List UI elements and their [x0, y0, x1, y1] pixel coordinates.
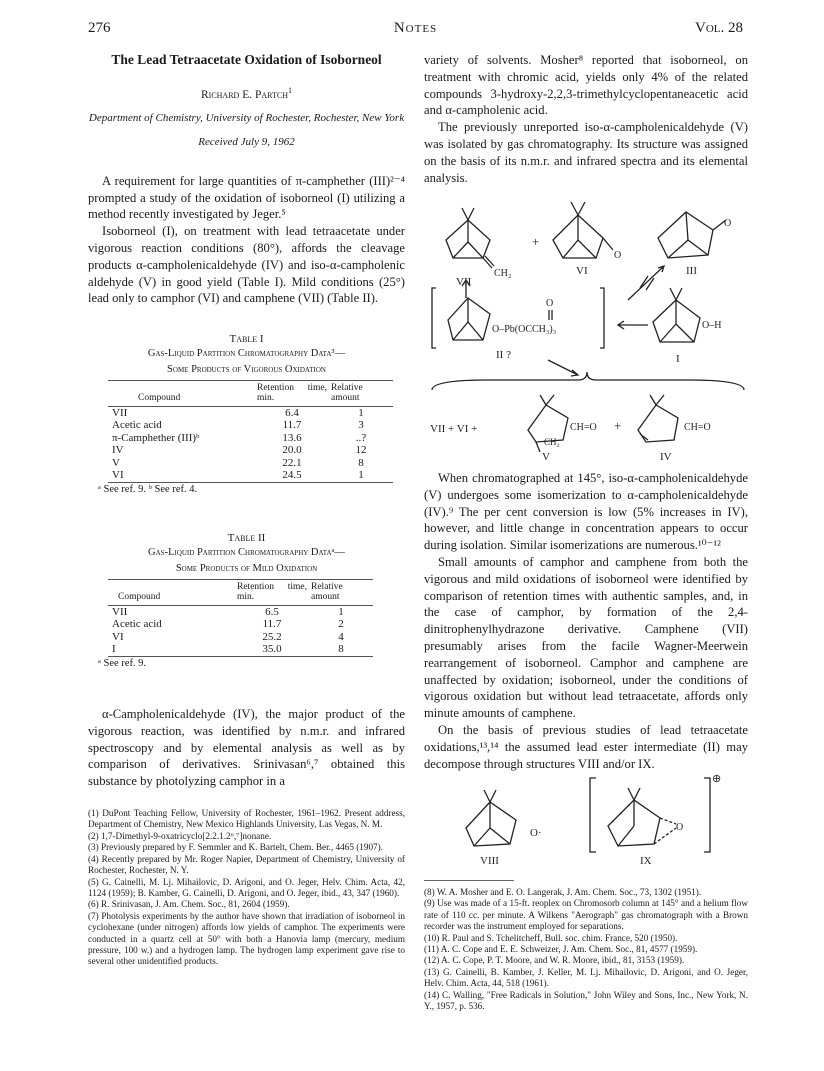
- table-row: VII 6.4 1: [112, 406, 364, 419]
- table-note: ᵃ See ref. 9.: [98, 657, 147, 669]
- table-caption: Table II: [227, 532, 266, 545]
- footnote: (2) 1,7-Dimethyl-9-oxatricyclo[2.2.1.2⁶,⁷]nonane.: [88, 830, 272, 841]
- structure-ix: [608, 788, 676, 846]
- paragraph: A requirement for large quantities of π-camphether (III)²⁻⁴ prompted a study of the oxidation of isoborneol (I) utilizing a method recently investigated by Jeger.⁵: [88, 173, 405, 222]
- o-label-ix: O: [676, 822, 684, 833]
- plus-sign: +: [532, 234, 540, 249]
- running-header: [88, 20, 743, 40]
- left-arrow-icon: [618, 321, 648, 329]
- o-label-iii: O: [724, 218, 732, 229]
- down-arrow-icon: [548, 360, 578, 376]
- reaction-scheme: [428, 190, 746, 460]
- label-iv: IV: [660, 451, 672, 460]
- label-i: I: [676, 353, 680, 365]
- ester-label: O–Pb(OCCH₃)₃: [492, 324, 557, 335]
- radical-scheme: [428, 760, 746, 870]
- table-row: I 35.0 8: [108, 643, 373, 656]
- footnote: (11) A. C. Cope and E. E. Schweizer, J. Am. Chem. Soc., 81, 4577 (1959).: [424, 944, 698, 955]
- article-title: The Lead Tetraacetate Oxidation of Isoborneol: [111, 52, 382, 67]
- author: Richard E. Partch$^1$: [200, 85, 293, 101]
- o-radical-label: O·: [530, 827, 542, 839]
- paragraph: The previously unreported iso-α-campholenicaldehyde (V) was isolated by gas chromatography. Its structure was assigned on the basis of its n.m.r. and infrared spectra and its elemental analysis.: [424, 120, 748, 185]
- products-text: VII + VI +: [430, 423, 478, 435]
- volume-label: Vol. 28: [695, 20, 743, 36]
- oh-label: O–H: [702, 320, 722, 331]
- paragraph: α-Campholenicaldehyde (IV), the major product of the vigorous reaction, was identified by n.m.r. and infrared spectroscopy and by elemental analysis as well as by comparison of derivatives. Srinivasan⁶,⁷ obtained this substance by photolyzing camphor in a: [88, 707, 405, 789]
- bracket-ix: [590, 778, 710, 852]
- cho-label-iv: CH=O: [684, 422, 711, 433]
- structure-iv: [638, 395, 678, 442]
- table-title: Gas-Liquid Partition Chromatography Data³—: [147, 347, 346, 359]
- footnote: (9) Use was made of a 15-ft. reoplex on Chromosorb column at 145° and a helium flow rate of 110 cc. per minute. A Wilkens "Aerograph" gas chromatograph with a Brown recorder was the instrument employed for separations.: [424, 898, 748, 932]
- label-vii: VII: [456, 276, 472, 288]
- paragraph: Isoborneol (I), on treatment with lead tetraacetate under vigorous reaction conditions (80°), affords the cleavage products α-campholenicaldehyde (IV) and iso-α-campholenic aldehyde (V) in good yield (Table I). Mild conditions (25°) lead only to camphor (VI) and camphene (VII) (Table II).: [88, 224, 405, 306]
- section-name: Notes: [393, 20, 438, 36]
- label-iii: III: [686, 265, 697, 277]
- table-row: IV 20.0 12: [112, 444, 367, 457]
- bracket-ii: [432, 288, 604, 348]
- o-label: O: [614, 250, 622, 261]
- paragraph: When chromatographed at 145°, iso-α-campholenicaldehyde (V) undergoes some isomerization to α-campholenicaldehyde (IV).⁹ The per cent conversion is low (5% increases in IV), however, and little change in concentration appears to occur during isolation. Similar isomerizations are numerous.¹⁰⁻¹²: [424, 471, 748, 553]
- footnote: (3) Previously prepared by F. Semmler and K. Bartelt, Chem. Ber., 4465 (1907).: [88, 842, 383, 853]
- structure-iii: [658, 212, 726, 258]
- right-footnotes: [424, 880, 748, 1012]
- footnote-rule: [424, 880, 514, 881]
- page-number: 276: [88, 20, 111, 36]
- received-date: Received July 9, 1962: [198, 135, 295, 148]
- table-subtitle: Some Products of Mild Oxidation: [175, 563, 318, 575]
- blocked-arrow-icon: [628, 266, 664, 300]
- data-table: Compound Retention time, min. Relative amount VII 6.4 1 Acetic acid 11.7 3 π-Camphether (III)ᵇ 13.6 ..? IV 20.0 12 V 22.1 8 VI 24.5 1: [108, 380, 393, 483]
- table-caption: Table I: [229, 333, 264, 346]
- label-ii: II ?: [496, 349, 511, 361]
- footnote: (8) W. A. Mosher and E. O. Langerak, J. Am. Chem. Soc., 73, 1302 (1951).: [424, 887, 702, 897]
- table-note: ᵃ See ref. 9. ᵇ See ref. 4.: [98, 483, 198, 495]
- footnote: (4) Recently prepared by Mr. Roger Napier, Department of Chemistry, University of Rochester, Rochester, N. Y.: [88, 853, 405, 876]
- table-row: π-Camphether (III)ᵇ 13.6 ..?: [112, 431, 367, 444]
- table-row: VII 6.5 1: [112, 605, 344, 618]
- structure-viii: [466, 790, 516, 846]
- structure-ii: [448, 298, 490, 340]
- charge-icon: ⊕: [712, 773, 722, 785]
- structure-vii: [446, 208, 494, 268]
- ch2-label-v: CH₂: [544, 437, 560, 447]
- structure-vi: [553, 202, 613, 258]
- ch2-label: CH₂: [494, 268, 512, 279]
- label-vi: VI: [576, 265, 588, 277]
- footnote: (14) C. Walling, "Free Radicals in Solution," John Wiley and Sons, Inc., New York, N. Y., 1957, p. 536.: [424, 989, 748, 1012]
- table-row: Acetic acid 11.7 2: [112, 618, 344, 631]
- footnote: (12) A. C. Cope, P. T. Moore, and W. R. Moore, ibid., 81, 3153 (1959).: [424, 955, 685, 966]
- structure-i: [653, 288, 700, 342]
- label-viii: VIII: [480, 855, 499, 867]
- table-title: Gas-Liquid Partition Chromatography Dataᵃ—: [148, 546, 345, 558]
- footnote: (1) DuPont Teaching Fellow, University of Rochester, 1961–1962. Present address, Department of Chemistry, New Mexico Highlands University, Las Vegas, N. M.: [88, 808, 405, 830]
- plus-sign-2: +: [614, 418, 622, 433]
- footnote: (10) R. Paul and S. Tchelitcheff, Bull. soc. chim. France, 520 (1950).: [424, 932, 678, 943]
- ester-o-label: O: [546, 298, 554, 309]
- footnote: (13) G. Cainelli, B. Kamber, J. Keller, M. Lj. Mihailovic, D. Arigoni, and O. Jeger, Helv. Chim. Acta, 44, 518 (1961).: [424, 966, 748, 989]
- table-row: V 22.1 8: [112, 456, 364, 469]
- paragraph: Small amounts of camphor and camphene from both the vigorous and mild oxidations of isoborneol were identified by comparison of retention times with authentic samples, and, in the case of camphor, by formation of the 2,4-dinitrophenylhydrazone derivative. Camphene (VII) presumably arises from the facile Wagner-Meerwein rearrangement of isoborneol. Camphor and camphene are unaffected by oxidation; isoborneol, under the conditions of vigorous oxidation but without lead tetraacetate, affords only minute amounts of camphene.: [424, 554, 748, 721]
- right-column-mid: [424, 470, 748, 772]
- paragraph: On the basis of previous studies of lead tetraacetate oxidations,¹³,¹⁴ the assumed lead ester intermediate (II) may decompose through structures VIII and/or IX.: [424, 722, 748, 771]
- cho-label-v: CH=O: [570, 422, 597, 433]
- paragraph: variety of solvents. Mosher⁸ reported that isoborneol, on treatment with chromic acid, yields only 4% of the related compounds 3-hydroxy-2,2,3-trimethylcyclopentaneacetic acid and α-campholenic acid.: [424, 53, 748, 118]
- table-2: [88, 532, 405, 670]
- table-row: VI 24.5 1: [108, 469, 393, 482]
- table-1: [88, 333, 405, 496]
- table-subtitle: Some Products of Vigorous Oxidation: [167, 364, 326, 376]
- footnote: (5) G. Cainelli, M. Lj. Mihailovic, D. Arigoni, and O. Jeger, Helv. Chim. Acta, 42, 1124 (1959); B. Kamber, G. Cainelli, D. Arigoni, and O. Jeger, ibid., 43, 347 (1960).: [88, 876, 405, 898]
- footnote: (7) Photolysis experiments by the author have shown that irradiation of isoborneol in cyclohexane (under nitrogen) affords low yields of camphor. The experiments were conducted in a quartz cell at 50° with both a Hanovia lamp (mercury, medium pressure, 100 w.) and a hydrogen lamp. The hydrogen lamp experiment gave rise to several other unidentified products.: [88, 910, 405, 967]
- table-row: Acetic acid 11.7 3: [112, 419, 364, 432]
- label-v: V: [542, 451, 550, 460]
- right-column: [424, 52, 748, 186]
- left-column: [88, 52, 405, 968]
- affiliation: Department of Chemistry, University of Rochester, Rochester, New York: [88, 112, 405, 125]
- footnote: (6) R. Srinivasan, J. Am. Chem. Soc., 81, 2604 (1959).: [88, 899, 290, 910]
- table-row: VI 25.2 4: [112, 630, 344, 643]
- label-ix: IX: [640, 855, 652, 867]
- brace: [432, 372, 744, 390]
- data-table: Compound Retention time, min. Relative amount VII 6.5 1 Acetic acid 11.7 2 VI 25.2 4 I 35.0 8: [108, 579, 373, 657]
- footnotes: [88, 808, 405, 968]
